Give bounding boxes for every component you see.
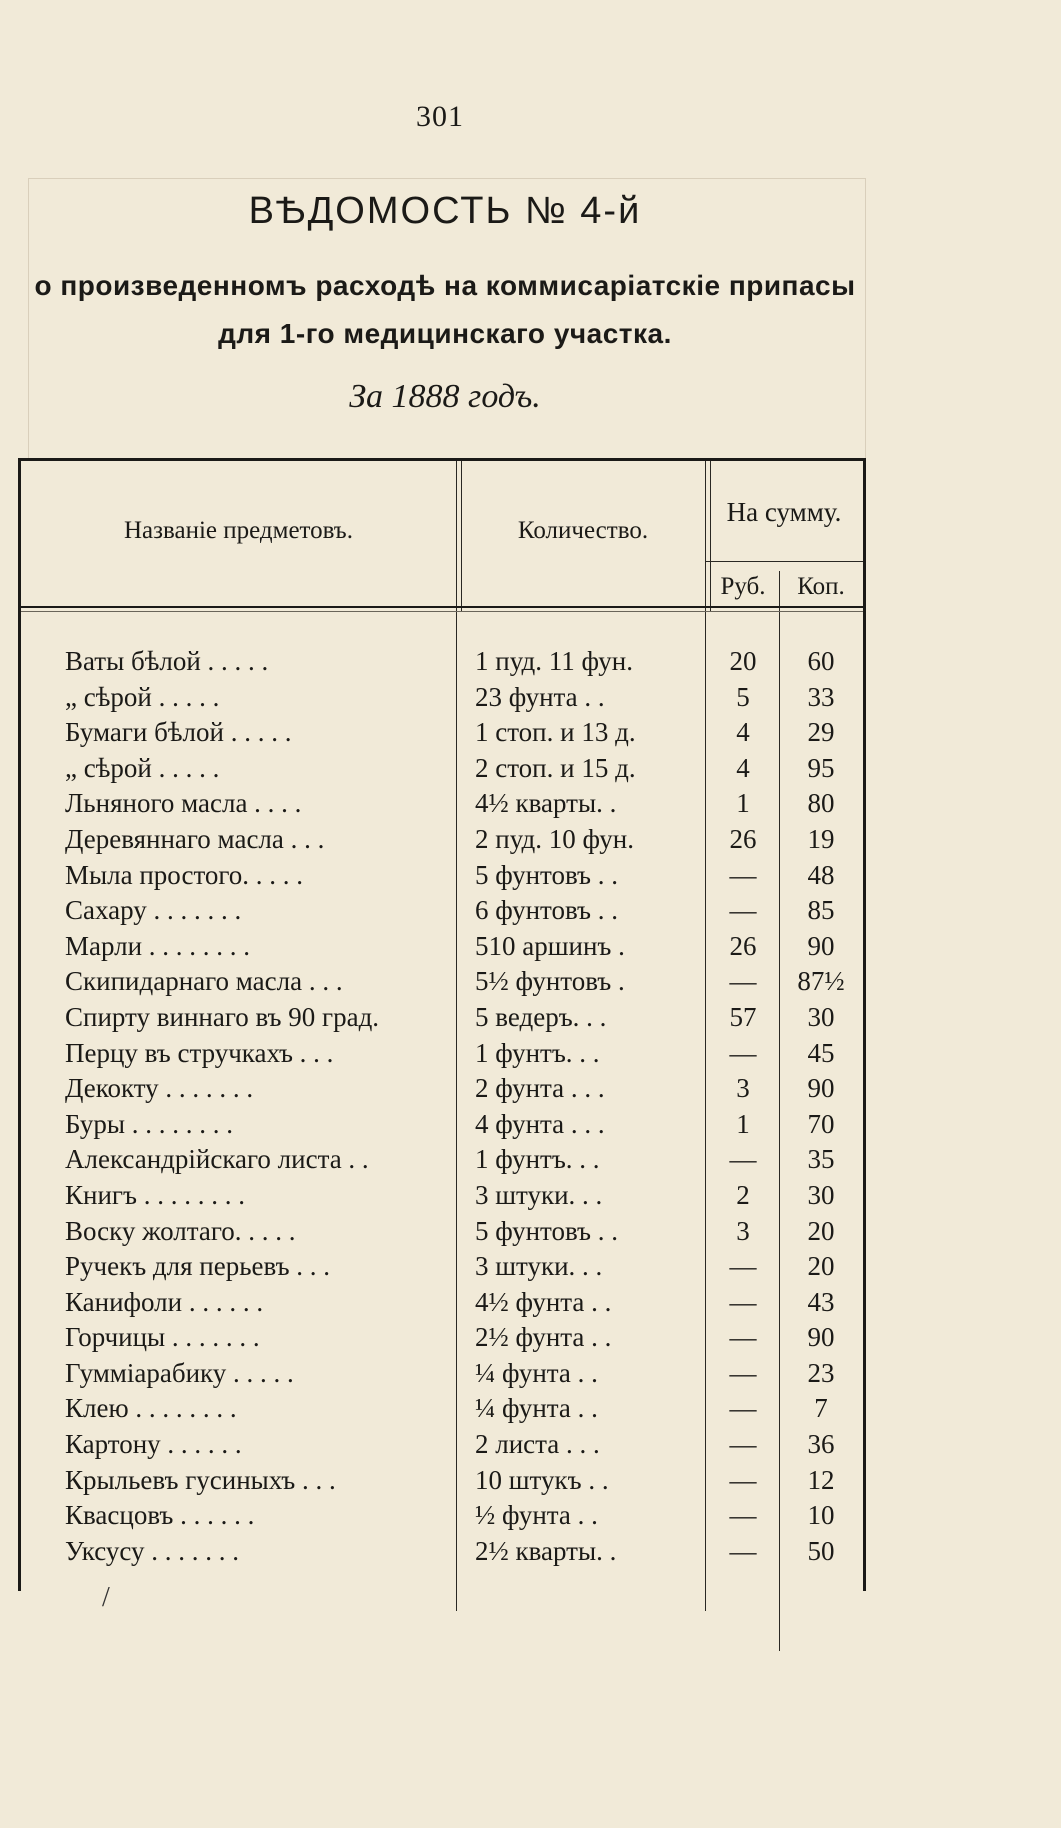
item-quantity: 5 фунтовъ . . — [475, 859, 619, 890]
table-row — [21, 1214, 863, 1250]
document-title: ВѢДОМОСТЬ № 4-й — [248, 190, 642, 232]
item-name: Клею . . . . . . . . — [65, 1393, 237, 1424]
header-sub-divider — [705, 561, 863, 562]
item-name: Канифоли . . . . . . — [65, 1286, 264, 1317]
item-kop: 95 — [807, 752, 835, 783]
subtitle-line-2: для 1-го медицинскаго участка. — [218, 318, 672, 349]
table-row — [21, 1036, 863, 1072]
item-rub: — — [729, 1037, 757, 1068]
item-name: Перцу въ стручкахъ . . . — [65, 1037, 334, 1068]
item-rub: — — [729, 1322, 757, 1353]
item-name: „ сѣрой . . . . . — [65, 681, 220, 712]
table-row — [21, 1000, 863, 1036]
item-quantity: 3 штуки. . . — [475, 1251, 603, 1282]
table-row — [21, 1285, 863, 1321]
header-rub: Руб. — [720, 573, 766, 600]
table-row — [21, 1534, 863, 1570]
item-kop: 60 — [807, 646, 835, 676]
item-quantity: 2 стоп. и 15 д. — [475, 752, 636, 783]
table-row — [21, 786, 863, 822]
item-kop: 36 — [807, 1429, 835, 1460]
header-kop: Коп. — [797, 573, 845, 600]
table-row — [21, 1142, 863, 1178]
item-rub: 3 — [736, 1215, 750, 1246]
item-name: Льняного масла . . . . — [65, 788, 302, 819]
item-quantity: 23 фунта . . — [475, 681, 605, 712]
item-kop: 7 — [814, 1393, 828, 1424]
table-row — [21, 1427, 863, 1463]
item-rub: — — [729, 1357, 757, 1388]
item-name: „ сѣрой . . . . . — [65, 752, 220, 783]
subtitle-line-1: о произведенномъ расходѣ на коммисаріатскіе припасы — [34, 270, 856, 301]
item-rub: 26 — [729, 930, 757, 961]
item-quantity: ½ фунта . . — [475, 1500, 598, 1531]
table-row — [21, 1178, 863, 1214]
item-kop: 87½ — [797, 966, 845, 997]
item-name: Деревяннаго масла . . . — [65, 823, 325, 854]
table-row — [21, 1071, 863, 1107]
item-rub: 1 — [736, 788, 750, 819]
table-row — [21, 858, 863, 894]
item-rub: — — [729, 1429, 757, 1460]
header-quantity: Количество. — [517, 517, 649, 544]
item-rub: 20 — [729, 646, 757, 676]
item-rub: 2 — [736, 1179, 750, 1210]
header-divider — [21, 611, 863, 612]
item-quantity: 2½ кварты. . — [475, 1535, 617, 1566]
item-kop: 43 — [807, 1286, 835, 1317]
item-quantity: 1 пуд. 11 фун. — [475, 646, 634, 676]
item-rub: 57 — [729, 1001, 757, 1032]
item-quantity: ¼ фунта . . — [475, 1357, 598, 1388]
expense-table — [18, 458, 866, 1591]
item-quantity: 1 фунтъ. . . — [475, 1144, 600, 1175]
item-kop: 10 — [807, 1500, 835, 1531]
item-quantity: 5½ фунтовъ . — [475, 966, 625, 997]
item-kop: 23 — [807, 1357, 835, 1388]
item-name: Картону . . . . . . — [65, 1429, 242, 1460]
table-row — [21, 751, 863, 787]
item-kop: 90 — [807, 1073, 835, 1104]
item-quantity: 10 штукъ . . — [475, 1464, 609, 1495]
item-name: Воску жолтаго. . . . . — [65, 1215, 296, 1246]
table-row — [21, 680, 863, 716]
pencil-mark: / — [102, 1582, 110, 1613]
item-name: Спирту виннаго въ 90 град. — [65, 1001, 380, 1032]
table-row — [21, 1391, 863, 1427]
item-name: Ваты бѣлой . . . . . — [65, 646, 269, 676]
item-kop: 80 — [807, 788, 835, 819]
item-quantity: 4½ фунта . . — [475, 1286, 612, 1317]
item-rub: 4 — [736, 717, 750, 748]
item-kop: 90 — [807, 930, 835, 961]
item-rub: — — [729, 1535, 757, 1566]
item-name: Бумаги бѣлой . . . . . — [65, 717, 292, 748]
item-rub: — — [729, 1393, 757, 1424]
year-line: За 1888 годъ. — [349, 378, 541, 415]
header-divider — [21, 606, 863, 608]
item-rub: — — [729, 1464, 757, 1495]
item-rub: 4 — [736, 752, 750, 783]
item-quantity: 2 фунта . . . — [475, 1073, 605, 1104]
table-row — [21, 644, 863, 680]
item-kop: 33 — [807, 681, 835, 712]
table-row — [21, 893, 863, 929]
item-name: Ручекъ для перьевъ . . . — [65, 1251, 331, 1282]
item-name: Буры . . . . . . . . — [65, 1108, 233, 1139]
item-rub: — — [729, 1286, 757, 1317]
item-name: Декокту . . . . . . . — [65, 1073, 254, 1104]
item-kop: 48 — [807, 859, 835, 890]
table-row — [21, 929, 863, 965]
table-body — [21, 644, 863, 1569]
table-row — [21, 1356, 863, 1392]
item-name: Крыльевъ гусиныхъ . . . — [65, 1464, 336, 1495]
table-row — [21, 715, 863, 751]
table-row — [21, 822, 863, 858]
table-row — [21, 1498, 863, 1534]
header-name: Названіе предметовъ. — [123, 517, 353, 544]
item-quantity: 1 стоп. и 13 д. — [475, 717, 636, 748]
item-kop: 20 — [807, 1251, 835, 1282]
item-quantity: 6 фунтовъ . . — [475, 895, 619, 926]
item-rub: — — [729, 1144, 757, 1175]
item-rub: — — [729, 966, 757, 997]
item-quantity: 4½ кварты. . — [475, 788, 617, 819]
item-quantity: 2 листа . . . — [475, 1429, 600, 1460]
item-kop: 29 — [807, 717, 835, 748]
item-kop: 30 — [807, 1001, 835, 1032]
item-quantity: 5 фунтовъ . . — [475, 1215, 619, 1246]
item-name: Мыла простого. . . . . — [65, 859, 304, 890]
page-number: 301 — [416, 100, 464, 133]
item-kop: 85 — [807, 895, 835, 926]
item-kop: 50 — [807, 1535, 835, 1566]
table-row — [21, 964, 863, 1000]
table-row — [21, 1463, 863, 1499]
item-rub: 3 — [736, 1073, 750, 1104]
table-row — [21, 1107, 863, 1143]
item-kop: 90 — [807, 1322, 835, 1353]
item-kop: 70 — [807, 1108, 835, 1139]
item-kop: 30 — [807, 1179, 835, 1210]
item-rub: — — [729, 895, 757, 926]
item-name: Александрійскаго листа . . — [65, 1144, 369, 1175]
item-quantity: 5 ведеръ. . . — [475, 1001, 607, 1032]
item-kop: 35 — [807, 1144, 835, 1175]
item-kop: 19 — [807, 823, 835, 854]
item-name: Сахару . . . . . . . — [65, 895, 242, 926]
item-rub: — — [729, 859, 757, 890]
header-sum: На сумму. — [726, 497, 842, 527]
item-rub: 26 — [729, 823, 757, 854]
item-quantity: 2 пуд. 10 фун. — [475, 823, 635, 854]
item-quantity: 1 фунтъ. . . — [475, 1037, 600, 1068]
item-name: Квасцовъ . . . . . . — [65, 1500, 255, 1531]
item-name: Марли . . . . . . . . — [65, 930, 251, 961]
item-rub: — — [729, 1500, 757, 1531]
item-rub: — — [729, 1251, 757, 1282]
item-kop: 45 — [807, 1037, 835, 1068]
item-quantity: 510 аршинъ . — [475, 930, 625, 961]
table-row — [21, 1249, 863, 1285]
item-kop: 20 — [807, 1215, 835, 1246]
item-name: Гумміарабику . . . . . — [65, 1357, 294, 1388]
item-name: Книгъ . . . . . . . . — [65, 1179, 245, 1210]
item-rub: 1 — [736, 1108, 750, 1139]
item-name: Уксусу . . . . . . . — [65, 1535, 239, 1566]
item-quantity: ¼ фунта . . — [475, 1393, 598, 1424]
table-row — [21, 1320, 863, 1356]
item-quantity: 4 фунта . . . — [475, 1108, 605, 1139]
item-name: Скипидарнаго масла . . . — [65, 966, 343, 997]
item-kop: 12 — [807, 1464, 835, 1495]
item-quantity: 2½ фунта . . — [475, 1322, 612, 1353]
item-rub: 5 — [736, 681, 750, 712]
item-name: Горчицы . . . . . . . — [65, 1322, 260, 1353]
item-quantity: 3 штуки. . . — [475, 1179, 603, 1210]
